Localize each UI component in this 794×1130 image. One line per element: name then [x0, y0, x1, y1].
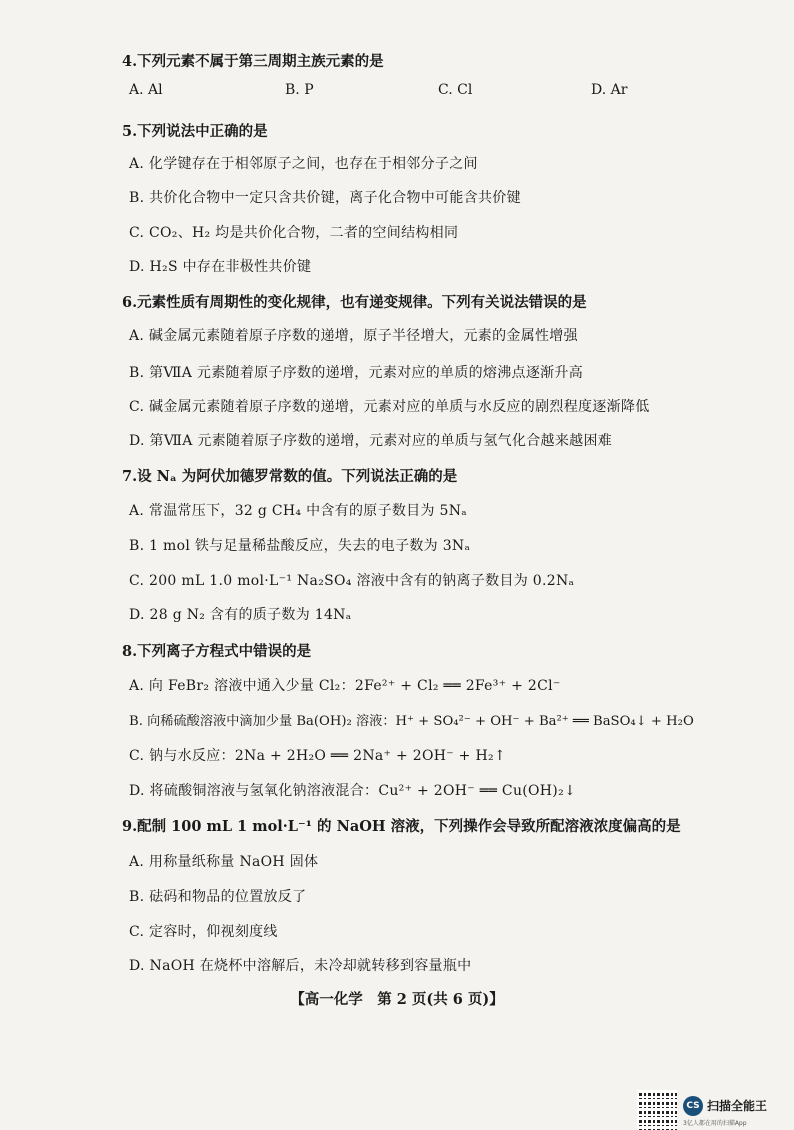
question-9-option-b: B. 砝码和物品的位置放反了	[129, 889, 307, 905]
question-4-stem: 4.下列元素不属于第三周期主族元素的是	[122, 53, 384, 70]
scanner-app-title: 扫描全能王	[707, 1099, 768, 1113]
question-5-option-d: D. H₂S 中存在非极性共价键	[129, 259, 312, 275]
question-4-option-b: B. P	[285, 82, 314, 98]
question-7-option-a: A. 常温常压下，32 g CH₄ 中含有的原子数目为 5Nₐ	[129, 503, 467, 519]
question-6-option-a: A. 碱金属元素随着原子序数的递增，原子半径增大，元素的金属性增强	[129, 328, 578, 344]
question-4-option-a: A. Al	[129, 82, 163, 98]
question-9-option-d: D. NaOH 在烧杯中溶解后，未冷却就转移到容量瓶中	[129, 958, 472, 974]
question-5-option-c: C. CO₂、H₂ 均是共价化合物，二者的空间结构相同	[129, 225, 459, 241]
question-9-option-c: C. 定容时，仰视刻度线	[129, 924, 278, 940]
question-6-stem: 6.元素性质有周期性的变化规律，也有递变规律。下列有关说法错误的是	[122, 294, 587, 311]
question-8-option-a: A. 向 FeBr₂ 溶液中通入少量 Cl₂：2Fe²⁺ + Cl₂ ══ 2Fe³⁺ + 2Cl⁻	[129, 678, 561, 694]
question-8-stem: 8.下列离子方程式中错误的是	[122, 643, 312, 660]
question-9-stem: 9.配制 100 mL 1 mol·L⁻¹ 的 NaOH 溶液，下列操作会导致所配溶液浓度偏高的是	[122, 818, 681, 835]
scanner-app-subtitle: 3亿人都在用的扫描App	[683, 1120, 747, 1127]
question-5-option-b: B. 共价化合物中一定只含共价键，离子化合物中可能含共价键	[129, 190, 521, 206]
question-8-option-c: C. 钠与水反应：2Na + 2H₂O ══ 2Na⁺ + 2OH⁻ + H₂↑	[129, 748, 506, 764]
question-7-option-d: D. 28 g N₂ 含有的质子数为 14Nₐ	[129, 607, 352, 623]
page-footer: 【高一化学 第 2 页(共 6 页)】	[290, 991, 504, 1008]
question-5-stem: 5.下列说法中正确的是	[122, 123, 268, 140]
qr-code-icon	[637, 1090, 677, 1130]
question-4-option-c: C. Cl	[438, 82, 473, 98]
question-8-option-b: B. 向稀硫酸溶液中滴加少量 Ba(OH)₂ 溶液：H⁺ + SO₄²⁻ + OH⁻ + Ba²⁺ ══ BaSO₄↓ + H₂O	[129, 714, 694, 729]
question-9-option-a: A. 用称量纸称量 NaOH 固体	[129, 854, 319, 870]
scanner-logo-icon: CS	[683, 1096, 703, 1116]
question-4-options	[129, 82, 649, 102]
question-7-stem: 7.设 Nₐ 为阿伏加德罗常数的值。下列说法正确的是	[122, 468, 458, 485]
question-4-option-d: D. Ar	[591, 82, 628, 98]
question-8-option-d: D. 将硫酸铜溶液与氢氧化钠溶液混合：Cu²⁺ + 2OH⁻ ══ Cu(OH)₂↓	[129, 783, 577, 799]
question-6-option-d: D. 第ⅦA 元素随着原子序数的递增，元素对应的单质与氢气化合越来越困难	[129, 433, 613, 449]
question-6-option-c: C. 碱金属元素随着原子序数的递增，元素对应的单质与水反应的剧烈程度逐渐降低	[129, 399, 650, 415]
question-5-option-a: A. 化学键存在于相邻原子之间，也存在于相邻分子之间	[129, 156, 478, 172]
question-6-option-b: B. 第ⅦA 元素随着原子序数的递增，元素对应的单质的熔沸点逐渐升高	[129, 365, 584, 381]
question-7-option-c: C. 200 mL 1.0 mol·L⁻¹ Na₂SO₄ 溶液中含有的钠离子数目为 0.2Nₐ	[129, 573, 575, 589]
question-7-option-b: B. 1 mol 铁与足量稀盐酸反应，失去的电子数为 3Nₐ	[129, 538, 471, 554]
